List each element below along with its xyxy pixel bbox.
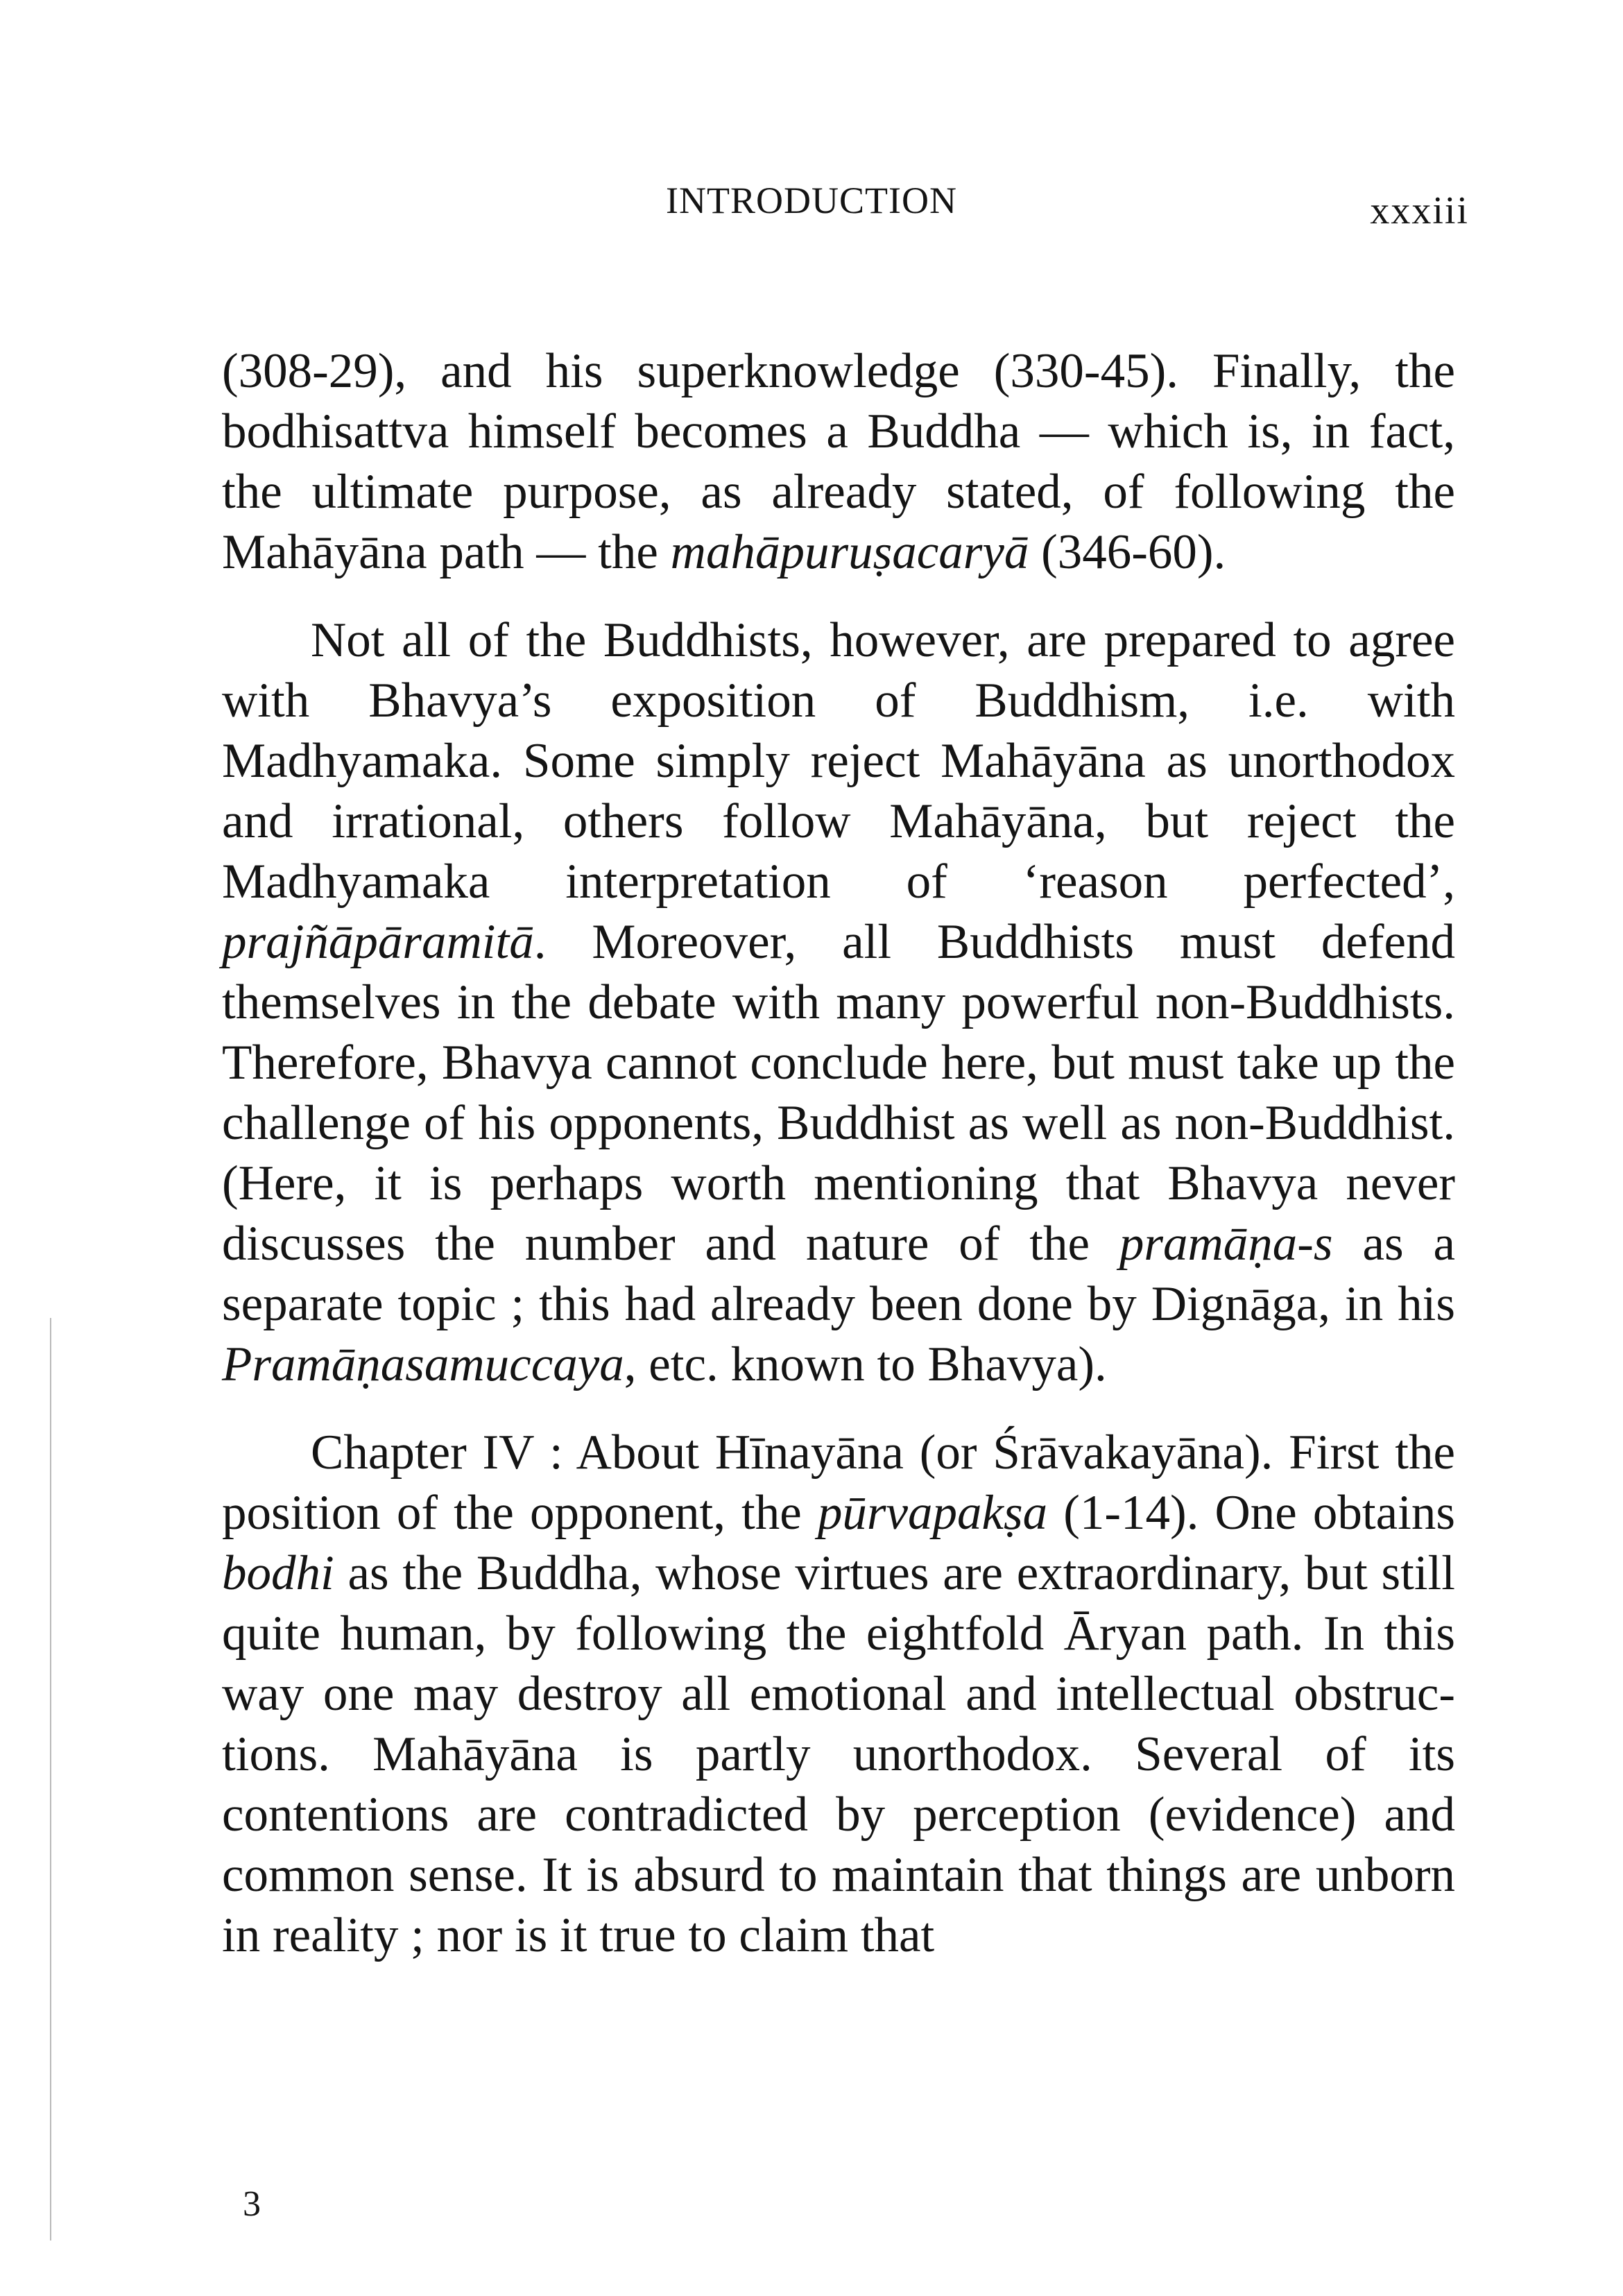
text-run: as a separate topic ; this had already been done by Dignāga, in his bbox=[222, 1217, 1455, 1331]
paragraph-buddhists-objections bbox=[222, 610, 1455, 1395]
italic-term: pūrvapakṣa bbox=[817, 1486, 1048, 1540]
paragraph-chapter-iv bbox=[222, 1423, 1455, 1966]
italic-term: mahāpuruṣacaryā bbox=[670, 525, 1029, 579]
text-run: (346-60). bbox=[1029, 525, 1226, 579]
text-run: Chapter IV : About Hīnayāna (or Śrāvakayāna). First the position of the opponent, the bbox=[222, 1425, 1455, 1540]
page-edge-shadow bbox=[50, 1318, 51, 2241]
italic-term: bodhi bbox=[222, 1546, 334, 1600]
text-run: (1-14). One obtains bbox=[1047, 1486, 1455, 1540]
text-run: . Moreover, all Buddhists must defend themselves in the debate with many powerful non-Buddhists. Therefore, Bhavya cannot conclude here, but must take up the challenge of his opponents, Buddhist as well as non-Buddhist. (Here, it is perhaps worth mentioning that Bhavya never discusses the number and nature of the bbox=[222, 915, 1455, 1271]
body-text bbox=[222, 341, 1455, 1994]
italic-term: prajñāpāramitā bbox=[222, 915, 534, 969]
text-run: , etc. known to Bhavya). bbox=[624, 1337, 1107, 1391]
paragraph-continuation bbox=[222, 341, 1455, 583]
page-number: xxxiii bbox=[1370, 189, 1469, 232]
text-run: as the Buddha, whose virtues are extraordinary, but still quite human, by following the eightfold Āryan path. In this way one may destroy all emotional and intellectual obstructions. Mahāyāna is partly unorthodox. Several of its contentions are contradicted by perception (evidence) and common sense. It is absurd to maintain that things are unborn in reality ; nor is it true to claim that bbox=[222, 1546, 1455, 1962]
signature-mark: 3 bbox=[243, 2184, 261, 2224]
text-run: (308-29), and his superknowledge (330-45). Finally, the bodhisattva himself becomes a Buddha — which is, in fact, the ultimate purpose, as already stated, of following the Mahāyāna path — the bbox=[222, 344, 1455, 579]
text-run: Not all of the Buddhists, however, are prepared to agree with Bhavya’s exposition of Buddhism, i.e. with Madhyamaka. Some simply reject Mahāyāna as unorthodox and irrational, others follow Mahāyāna, but reject the Madhyamaka interpretation of ‘reason perfected’, bbox=[222, 613, 1455, 909]
italic-term: Pramāṇasamuccaya bbox=[222, 1337, 624, 1391]
italic-term: pramāṇa-s bbox=[1119, 1217, 1333, 1271]
running-title: INTRODUCTION bbox=[666, 180, 957, 221]
